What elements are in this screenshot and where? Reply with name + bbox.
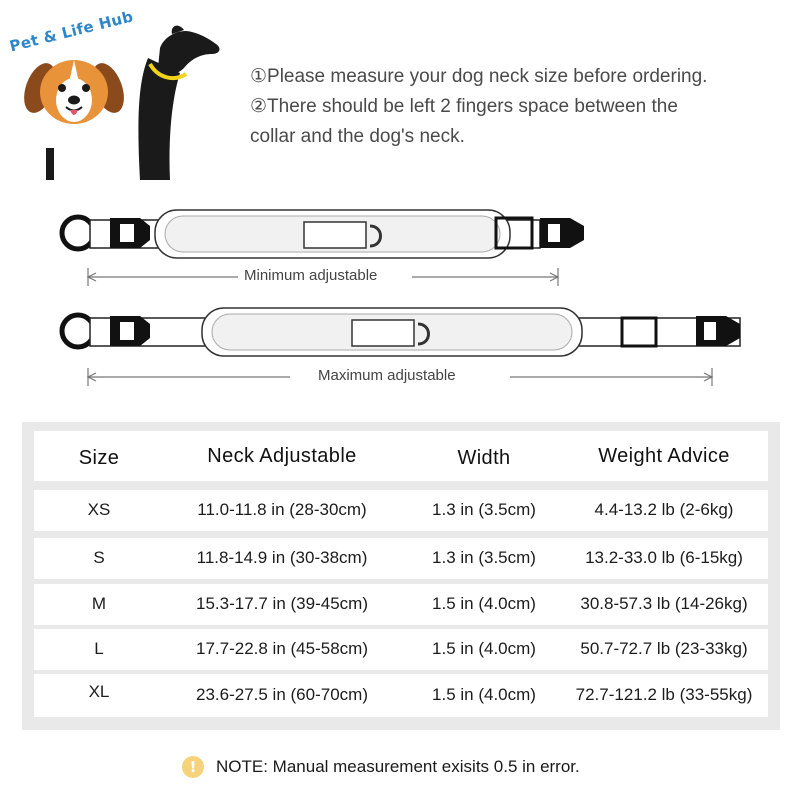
- row-weight: 30.8-57.3 lb (14-26kg): [580, 594, 748, 613]
- instruction-line-2: ②There should be left 2 fingers space between the: [250, 96, 678, 117]
- row-width: 1.5 in (4.0cm): [432, 685, 536, 704]
- table-row: [34, 674, 768, 717]
- table-header-row: [34, 431, 768, 481]
- header-neck-adjustable: Neck Adjustable: [207, 445, 357, 467]
- row-size: M: [91, 594, 107, 613]
- row-width: 1.5 in (4.0cm): [432, 639, 536, 658]
- row-size: XL: [88, 682, 110, 701]
- row-weight: 13.2-33.0 lb (6-15kg): [585, 548, 743, 567]
- header-width: Width: [457, 447, 511, 469]
- row-neck: 17.7-22.8 in (45-58cm): [196, 639, 368, 658]
- row-weight: 4.4-13.2 lb (2-6kg): [594, 500, 734, 519]
- minimum-adjustable-label: Minimum adjustable: [240, 267, 381, 284]
- row-neck: 23.6-27.5 in (60-70cm): [196, 685, 368, 704]
- row-neck: 11.8-14.9 in (30-38cm): [196, 548, 368, 567]
- row-width: 1.3 in (3.5cm): [432, 500, 536, 519]
- table-row: [34, 490, 768, 531]
- header-weight-advice: Weight Advice: [598, 445, 730, 467]
- table-row: [34, 629, 768, 670]
- instruction-line-3: collar and the dog's neck.: [250, 126, 465, 147]
- size-chart-table: [22, 422, 780, 730]
- row-size: S: [93, 548, 105, 567]
- table-row: [34, 538, 768, 579]
- row-neck: 11.0-11.8 in (28-30cm): [197, 500, 367, 519]
- maximum-adjustable-label: Maximum adjustable: [314, 367, 460, 384]
- row-size: XS: [87, 500, 111, 519]
- row-width: 1.5 in (4.0cm): [432, 594, 536, 613]
- row-size: L: [94, 639, 104, 658]
- header-size: Size: [78, 447, 120, 469]
- logo-text: Pet & Life Hub: [7, 7, 136, 56]
- measurement-note: [182, 754, 580, 780]
- row-weight: 50.7-72.7 lb (23-33kg): [580, 639, 748, 658]
- row-width: 1.3 in (3.5cm): [432, 548, 536, 567]
- note-text: NOTE: Manual measurement exisits 0.5 in error.: [216, 757, 580, 776]
- row-weight: 72.7-121.2 lb (33-55kg): [575, 685, 753, 704]
- exclamation-icon: !: [182, 756, 204, 778]
- instruction-line-1: ①Please measure your dog neck size before ordering.: [250, 66, 708, 87]
- table-row: [34, 584, 768, 625]
- row-neck: 15.3-17.7 in (39-45cm): [196, 594, 368, 613]
